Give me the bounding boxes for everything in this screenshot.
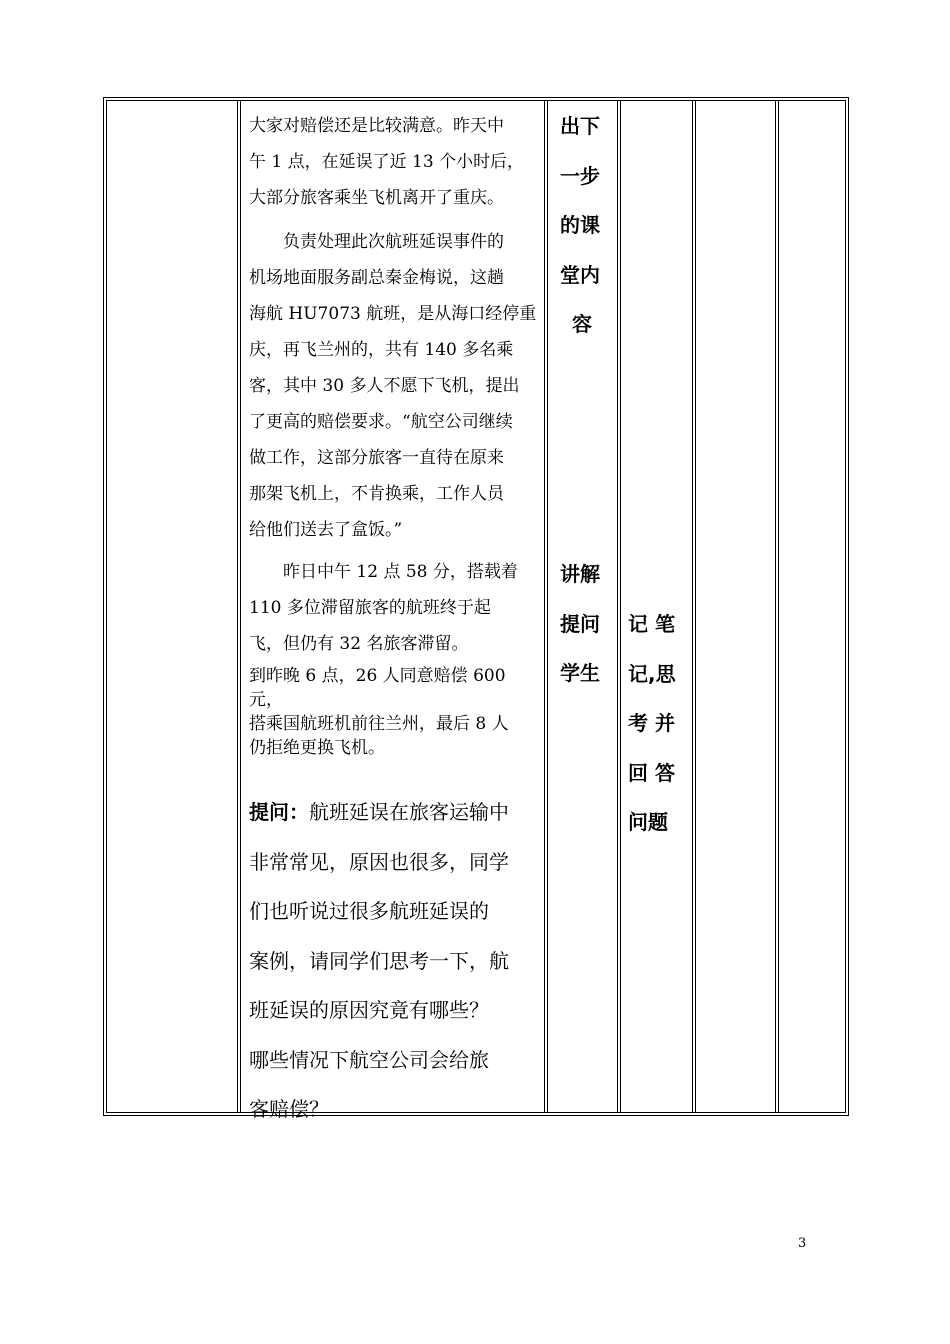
text-line: 负责处理此次航班延误事件的 <box>283 232 504 252</box>
column-divider <box>544 100 545 1113</box>
student-activity <box>628 600 690 848</box>
text-line: 午 1 点，在延误了近 13 个小时后， <box>249 152 525 172</box>
text-line: 机场地面服务副总秦金梅说，这趟 <box>249 268 504 288</box>
page-number: 3 <box>798 1236 807 1251</box>
column-divider <box>778 100 779 1113</box>
activity-line: 提问 <box>560 611 600 636</box>
text-line: 到昨晚 6 点，26 人同意赔偿 600 元， <box>249 666 506 710</box>
question-line: 案例，请同学们思考一下，航 <box>249 948 509 973</box>
text-line: 110 多位滞留旅客的航班终于起 <box>249 598 491 618</box>
text-line: 海航 HU7073 航班，是从海口经停重 <box>249 304 537 324</box>
column-divider <box>620 100 621 1113</box>
activity-line: 的课 <box>560 213 600 237</box>
text-line: 大家对赔偿还是比较满意。昨天中 <box>249 116 504 136</box>
column-divider <box>240 100 241 1113</box>
paragraph-3 <box>249 554 539 662</box>
text-line: 大部分旅客乘坐飞机离开了重庆。 <box>249 188 504 208</box>
column-divider <box>617 100 618 1113</box>
paragraph-2 <box>249 224 539 548</box>
column-divider <box>775 100 776 1113</box>
text-line: 昨日中午 12 点 58 分，搭载着 <box>283 562 518 582</box>
paragraph-1 <box>249 108 539 216</box>
question-line: 班延误的原因究竟有哪些？ <box>249 998 489 1022</box>
text-line: 客，其中 30 多人不愿下飞机，提出 <box>249 376 520 396</box>
text-line: 搭乘国航班机前往兰州，最后 8 人 <box>249 714 509 734</box>
activity-line: 记,思 <box>628 661 676 686</box>
activity-line: 学生 <box>560 661 600 685</box>
question-label: 提问： <box>249 800 309 824</box>
column-divider <box>547 100 548 1113</box>
activity-line: 出下 <box>560 114 600 138</box>
teacher-activity-top <box>560 102 606 350</box>
text-line: 做工作，这部分旅客一直待在原来 <box>249 448 504 468</box>
activity-line: 回 答 <box>628 760 675 785</box>
question-text: 航班延误在旅客运输中 <box>309 800 509 824</box>
question-line: 非常常见，原因也很多，同学 <box>249 849 509 874</box>
lesson-content <box>249 108 539 1135</box>
activity-line: 记 笔 <box>628 612 675 636</box>
paragraph-4 <box>249 664 539 760</box>
activity-line: 堂内 <box>560 262 600 287</box>
text-line: 了更高的赔偿要求。“航空公司继续 <box>249 412 513 432</box>
text-line: 飞，但仍有 32 名旅客滞留。 <box>249 634 469 654</box>
text-line: 仍拒绝更换飞机。 <box>249 738 385 758</box>
text-line: 那架飞机上，不肯换乘，工作人员 <box>249 484 504 504</box>
question-block <box>249 788 539 1135</box>
teacher-activity-bottom <box>560 550 606 699</box>
activity-line: 讲解 <box>560 562 600 586</box>
text-line: 庆，再飞兰州的，共有 140 多名乘 <box>249 340 514 360</box>
question-line: 们也听说过很多航班延误的 <box>249 899 489 923</box>
question-line: 客赔偿？ <box>249 1097 329 1121</box>
activity-line: 问题 <box>628 810 668 834</box>
text-line: 给他们送去了盒饭。” <box>249 520 403 540</box>
question-line <box>249 788 539 838</box>
activity-line: 容 <box>572 312 592 336</box>
column-divider <box>237 100 238 1113</box>
question-line: 哪些情况下航空公司会给旅 <box>249 1047 489 1072</box>
column-divider <box>695 100 696 1113</box>
activity-line: 考 并 <box>628 711 675 735</box>
activity-line: 一步 <box>560 163 600 188</box>
column-divider <box>692 100 693 1113</box>
